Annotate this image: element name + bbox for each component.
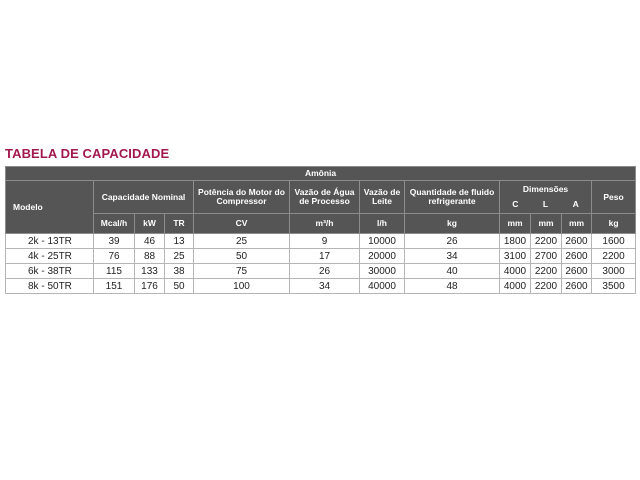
cell-a: 2600 [562,234,592,249]
cell-lh: 20000 [360,249,405,264]
cell-m3h: 34 [290,279,360,294]
col-quantidade: Quantidade de fluido refrigerante [405,181,500,214]
dimensoes-label: Dimensões [522,184,569,194]
cell-cv: 75 [194,264,290,279]
col-potencia: Potência do Motor do Compressor [194,181,290,214]
page-title: TABELA DE CAPACIDADE [5,146,170,161]
cell-m3h: 9 [290,234,360,249]
cell-tr: 25 [165,249,194,264]
dimensoes-sub [500,200,591,209]
cell-kw: 176 [135,279,165,294]
unit-kw: kW [135,214,165,234]
cell-tr: 38 [165,264,194,279]
dim-a-label: A [572,199,579,209]
cell-mcal: 151 [94,279,135,294]
unit-mm-c: mm [500,214,531,234]
cell-tr: 50 [165,279,194,294]
cell-kw: 133 [135,264,165,279]
unit-tr: TR [165,214,194,234]
cell-lh: 30000 [360,264,405,279]
col-vazao-agua: Vazão de Água de Processo [290,181,360,214]
col-vazao-leite: Vazão de Leite [360,181,405,214]
cell-modelo: 8k - 50TR [6,279,94,294]
col-modelo: Modelo [6,181,94,234]
cell-cv: 50 [194,249,290,264]
cell-mcal: 76 [94,249,135,264]
cell-peso: 1600 [592,234,636,249]
dim-l-label: L [542,199,549,209]
cell-kg: 40 [405,264,500,279]
cell-tr: 13 [165,234,194,249]
col-dimensoes [500,181,592,214]
cell-l: 2200 [531,234,562,249]
unit-kg-fluid: kg [405,214,500,234]
cell-l: 2700 [531,249,562,264]
cell-modelo: 6k - 38TR [6,264,94,279]
unit-mcal: Mcal/h [94,214,135,234]
cell-cv: 100 [194,279,290,294]
cell-lh: 10000 [360,234,405,249]
cell-a: 2600 [562,279,592,294]
cell-mcal: 39 [94,234,135,249]
dim-c-label: C [512,199,519,209]
unit-kg-peso: kg [592,214,636,234]
col-capacidade: Capacidade Nominal [94,181,194,214]
unit-mm-a: mm [562,214,592,234]
col-peso: Peso [592,181,636,214]
table-row [6,249,636,264]
cell-mcal: 115 [94,264,135,279]
capacity-table [5,166,636,294]
cell-c: 4000 [500,279,531,294]
cell-m3h: 17 [290,249,360,264]
cell-c: 3100 [500,249,531,264]
cell-peso: 2200 [592,249,636,264]
table-row [6,234,636,249]
cell-cv: 25 [194,234,290,249]
unit-mm-l: mm [531,214,562,234]
cell-l: 2200 [531,264,562,279]
unit-cv: CV [194,214,290,234]
cell-l: 2200 [531,279,562,294]
cell-a: 2600 [562,264,592,279]
cell-kg: 48 [405,279,500,294]
cell-c: 1800 [500,234,531,249]
cell-modelo: 4k - 25TR [6,249,94,264]
cell-kg: 34 [405,249,500,264]
unit-lh: l/h [360,214,405,234]
cell-c: 4000 [500,264,531,279]
cell-peso: 3500 [592,279,636,294]
cell-m3h: 26 [290,264,360,279]
group-header: Amônia [6,167,636,181]
table-row [6,264,636,279]
cell-lh: 40000 [360,279,405,294]
cell-peso: 3000 [592,264,636,279]
table-row [6,279,636,294]
cell-kw: 46 [135,234,165,249]
cell-a: 2600 [562,249,592,264]
unit-m3h: m³/h [290,214,360,234]
cell-kg: 26 [405,234,500,249]
cell-modelo: 2k - 13TR [6,234,94,249]
cell-kw: 88 [135,249,165,264]
